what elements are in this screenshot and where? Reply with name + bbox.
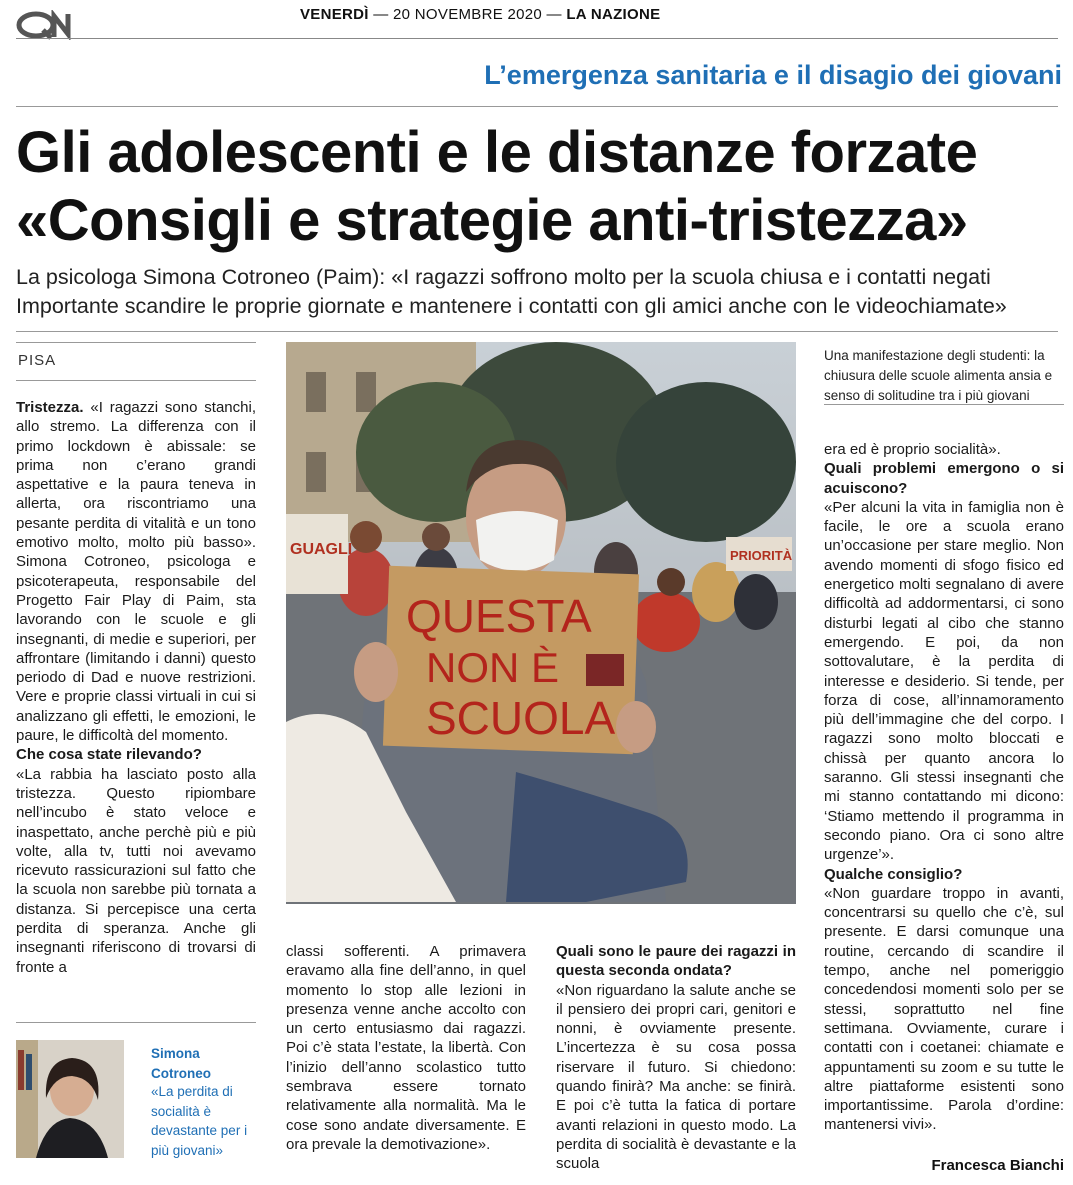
lead-word: Tristezza.: [16, 399, 84, 416]
subheadline-line-1: La psicologa Simona Cotroneo (Paim): «I ragazzi soffrono molto per la scuola chiusa e i contatti negati: [16, 265, 991, 289]
divider: [16, 331, 1058, 332]
headline-line-2: «Consigli e strategie anti-tristezza»: [16, 188, 968, 253]
masthead-date: [300, 6, 980, 23]
interview-question: Quali sono le paure dei ragazzi in questa seconda ondata?: [556, 943, 796, 980]
paragraph: classi sofferenti. A primavera eravamo alla fine dell’anno, in quel momento lo stop alle lezioni in presenza venne anche accolto con un certo entusiasmo dai ragazzi. Poi c’è stata l’estate, la libertà. Con l’inizio dell’anno scolastico tutto sembrava essere tornato relativamente alla normalità. Ma le cose sono andate diversamente. E ora prevale la demotivazione».: [286, 943, 526, 1153]
banner-left-text: GUAGLI: [290, 541, 353, 558]
divider: [824, 404, 1064, 405]
banner-right-text: PRIORITÀ: [730, 548, 793, 563]
article-column-2: [286, 942, 526, 1154]
quote-attribution: Simona Cotroneo: [151, 1046, 211, 1081]
divider: [16, 380, 256, 381]
photo-caption: Una manifestazione degli studenti: la chiusura delle scuole alimenta ansia e senso di solitudine tra i più giovani: [824, 348, 1053, 403]
paragraph: «Non riguardano la salute anche se il pensiero dei propri cari, genitori e nonni, è ovviamente presente. L’incertezza è su cosa possa riservare il futuro. Si chiedono: quando finirà? Ma anche: se finirà. E poi c’è tutta la fatica di portare avanti relazioni in questo modo. La perdita di socialità è devastante e la scuola: [556, 981, 796, 1173]
author-byline: Francesca Bianchi: [931, 1157, 1064, 1174]
article-column-1: [16, 398, 256, 977]
paragraph: «I ragazzi sono stanchi, allo stremo. La differenza con il primo lockdown è abissale: se prima non c’erano grandi aspettative e la paura teneva in allerta, ora riscontriamo una pesante perdita di vitalità e un tono emotivo molto, molto più basso». Simona Cotroneo, psicologa e psicoterapeuta, responsabile del Progetto Fair Play di Paim, sta lavorando con le scuole e gli insegnanti, di medie e superiori, per affrontare (limitando i danni) questo periodo di Dad e nuove restrizioni. Vere e proprie classi virtuali in cui si analizzano gli effetti, le emozioni, le paure, le difficoltà del momento.: [16, 399, 256, 745]
masthead-separator: —: [373, 6, 389, 23]
section-kicker: L’emergenza sanitaria e il disagio dei giovani: [484, 60, 1062, 90]
paragraph: «Per alcuni la vita in famiglia non è facile, le ore a scuola erano un’occasione per stare meglio. Non avendo momenti di sfogo fisico ed energetico molti segnalano di avere difficoltà ad addormentarsi, ci sono disturbi legati al cibo che stanno emergendo. E poi, da non sottovalutare, è la perdita di interesse e desiderio. Si tende, per forza di cose, all’innamoramento più dell’immagine che del corpo. I ragazzi sono molto bloccati e chissà per quanto ancora lo saranno. Gli stessi insegnanti che mi stanno contattando mi dicono: ‘Stiamo mettendo il programma in secondo piano. Ora ci sono altre urgenze’».: [824, 498, 1064, 864]
paragraph: «Non guardare troppo in avanti, concentrarsi su quello che c’è, sul presente. E darsi comunque una routine, cercando di scandire il tempo, anche nel pomeriggio concedendosi momenti solo per se stessi, soprattutto nel fine settimana. Ovviamente, curare i contatti con i coetanei: chiamate e appuntamenti su zoom e su tutte le altre piattaforme esistenti sono importantissime. Parola d’ordine: mantenersi vivi».: [824, 884, 1064, 1134]
interview-question: Qualche consiglio?: [824, 865, 963, 883]
masthead-paper-name: LA NAZIONE: [566, 6, 661, 23]
author-portrait: [16, 1040, 124, 1158]
paragraph: «La rabbia ha lasciato posto alla tristezza. Questo ripiombare nell’incubo è stato veloce e inaspettato, anche perchè più e più volte, alla tv, tutti noi avevamo ricevuto rassicurazioni sul fatto che la scuola non sarebbe più tornata a distanza. Si percepisce una certa perdita di speranza. Anche gli insegnanti riferiscono di trovarsi di fronte a: [16, 765, 256, 976]
dateline: PISA: [18, 352, 57, 369]
sign-text-line-2: NON È: [426, 644, 560, 691]
paragraph: era ed è proprio socialità».: [824, 441, 1001, 458]
divider: [16, 342, 256, 343]
protest-photo: [286, 342, 796, 904]
sign-text-line-3: SCUOLA: [426, 692, 616, 744]
divider: [16, 106, 1058, 107]
divider: [16, 1022, 256, 1023]
masthead-day: VENERDÌ: [300, 6, 369, 23]
subheadline-line-2: Importante scandire le proprie giornate e mantenere i contatti con gli amici anche con le videochiamate»: [16, 294, 1007, 318]
divider: [16, 38, 1058, 39]
sign-text-line-1: QUESTA: [406, 590, 592, 642]
article-column-4: [824, 440, 1064, 1135]
newspaper-logo: [16, 10, 74, 40]
article-column-3: [556, 942, 796, 1174]
headline-line-1: Gli adolescenti e le distanze forzate: [16, 120, 978, 185]
interview-question: Che cosa state rilevando?: [16, 746, 202, 764]
masthead-date-text: 20 NOVEMBRE 2020: [393, 6, 543, 23]
interview-question: Quali problemi emergono o si acuiscono?: [824, 460, 1064, 497]
masthead-separator-2: —: [546, 6, 562, 23]
pull-quote: «La perdita di socialità è devastante per i più giovani»: [151, 1084, 248, 1158]
